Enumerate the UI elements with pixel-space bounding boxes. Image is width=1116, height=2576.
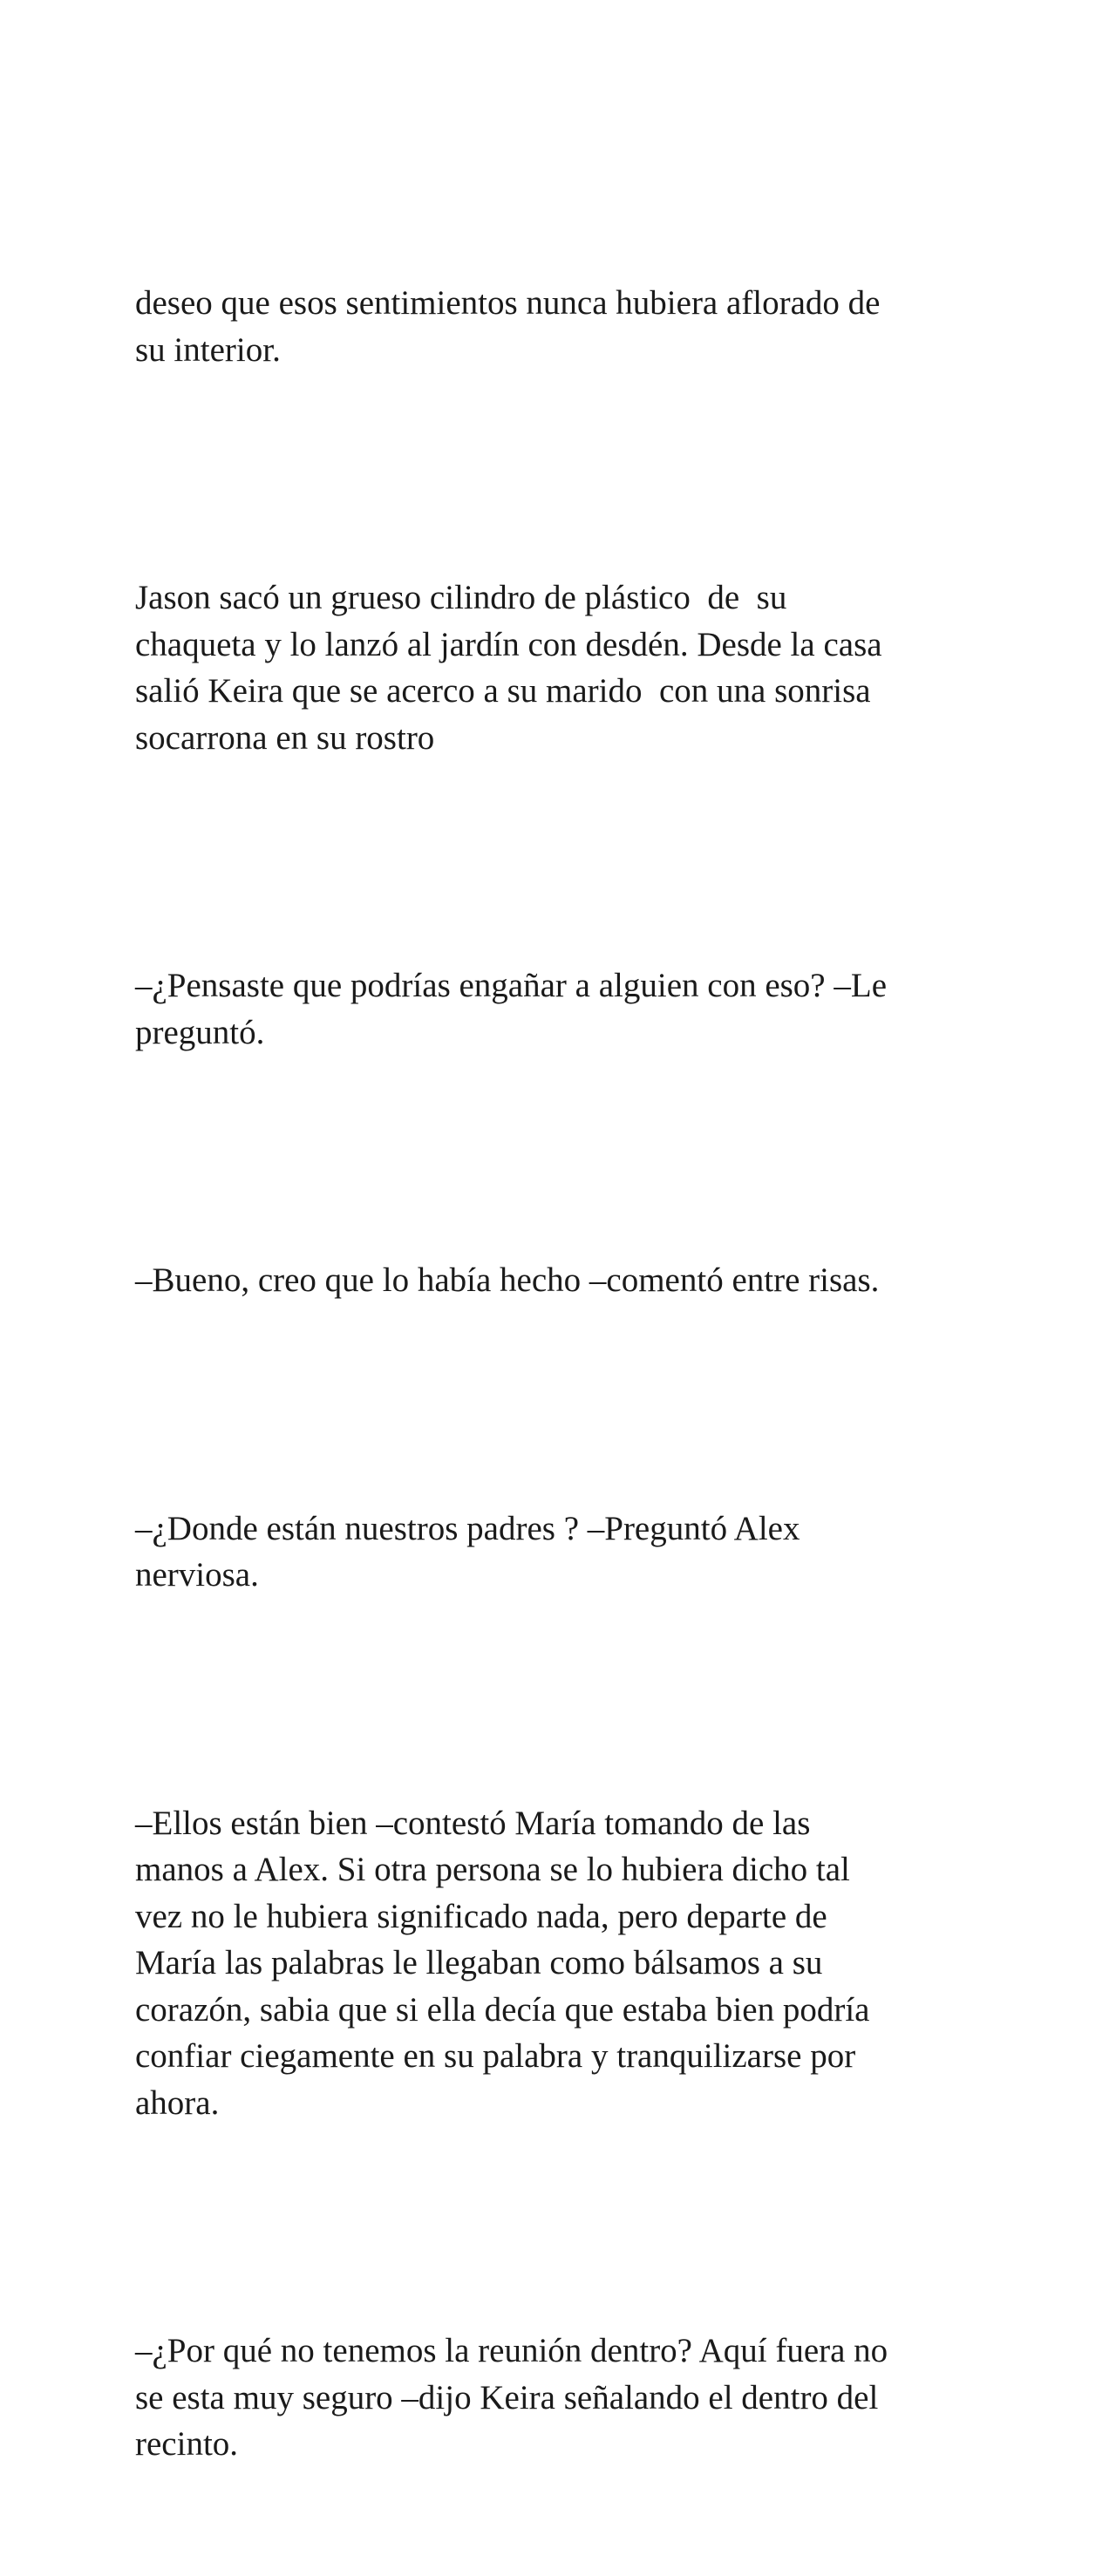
- text-line: –¿Por qué no tenemos la reunión dentro? Aquí fuera no: [135, 2332, 888, 2369]
- body-text: [135, 187, 972, 2576]
- text-line: salió Keira que se acerco a su marido con una sonrisa: [135, 672, 871, 710]
- paragraph: [135, 2234, 972, 2561]
- text-line: –Bueno, creo que lo había hecho –comentó entre risas.: [135, 1261, 880, 1299]
- text-line: Jason sacó un grueso cilindro de plástico de su: [135, 579, 787, 616]
- text-line: su interior.: [135, 330, 281, 369]
- text-line: María las palabras le llegaban como bálsamos a su: [135, 1944, 823, 1981]
- text-line: preguntó.: [135, 1013, 265, 1051]
- text-line: –Ellos están bien –contestó María tomando de las: [135, 1804, 811, 1842]
- paragraph: [135, 481, 972, 854]
- text-line: chaqueta y lo lanzó al jardín con desdén. Desde la casa: [135, 625, 882, 663]
- paragraph: [135, 869, 972, 1149]
- text-line: corazón, sabia que si ella decía que estaba bien podría: [135, 1990, 870, 2029]
- text-line: –¿Donde están nuestros padres ? –Preguntó Alex: [135, 1509, 800, 1547]
- text-line: manos a Alex. Si otra persona se lo hubiera dicho tal: [135, 1851, 850, 1888]
- text-line: nerviosa.: [135, 1556, 259, 1594]
- text-line: deseo que esos sentimientos nunca hubiera aflorado de: [135, 284, 881, 322]
- paragraph: [135, 187, 972, 466]
- text-line: –¿Pensaste que podrías engañar a alguien con eso? –Le: [135, 967, 887, 1004]
- text-line: socarrona en su rostro: [135, 718, 435, 757]
- paragraph: [135, 1412, 972, 1692]
- text-line: vez no le hubiera significado nada, pero departe de: [135, 1897, 827, 1935]
- text-line: recinto.: [135, 2425, 239, 2463]
- text-line: confiar ciegamente en su palabra y tranquilizarse por: [135, 2037, 856, 2075]
- paragraph: [135, 1164, 972, 1397]
- text-line: se esta muy seguro –dijo Keira señalando el dentro del: [135, 2378, 879, 2416]
- paragraph: [135, 1707, 972, 2220]
- text-line: ahora.: [135, 2083, 220, 2122]
